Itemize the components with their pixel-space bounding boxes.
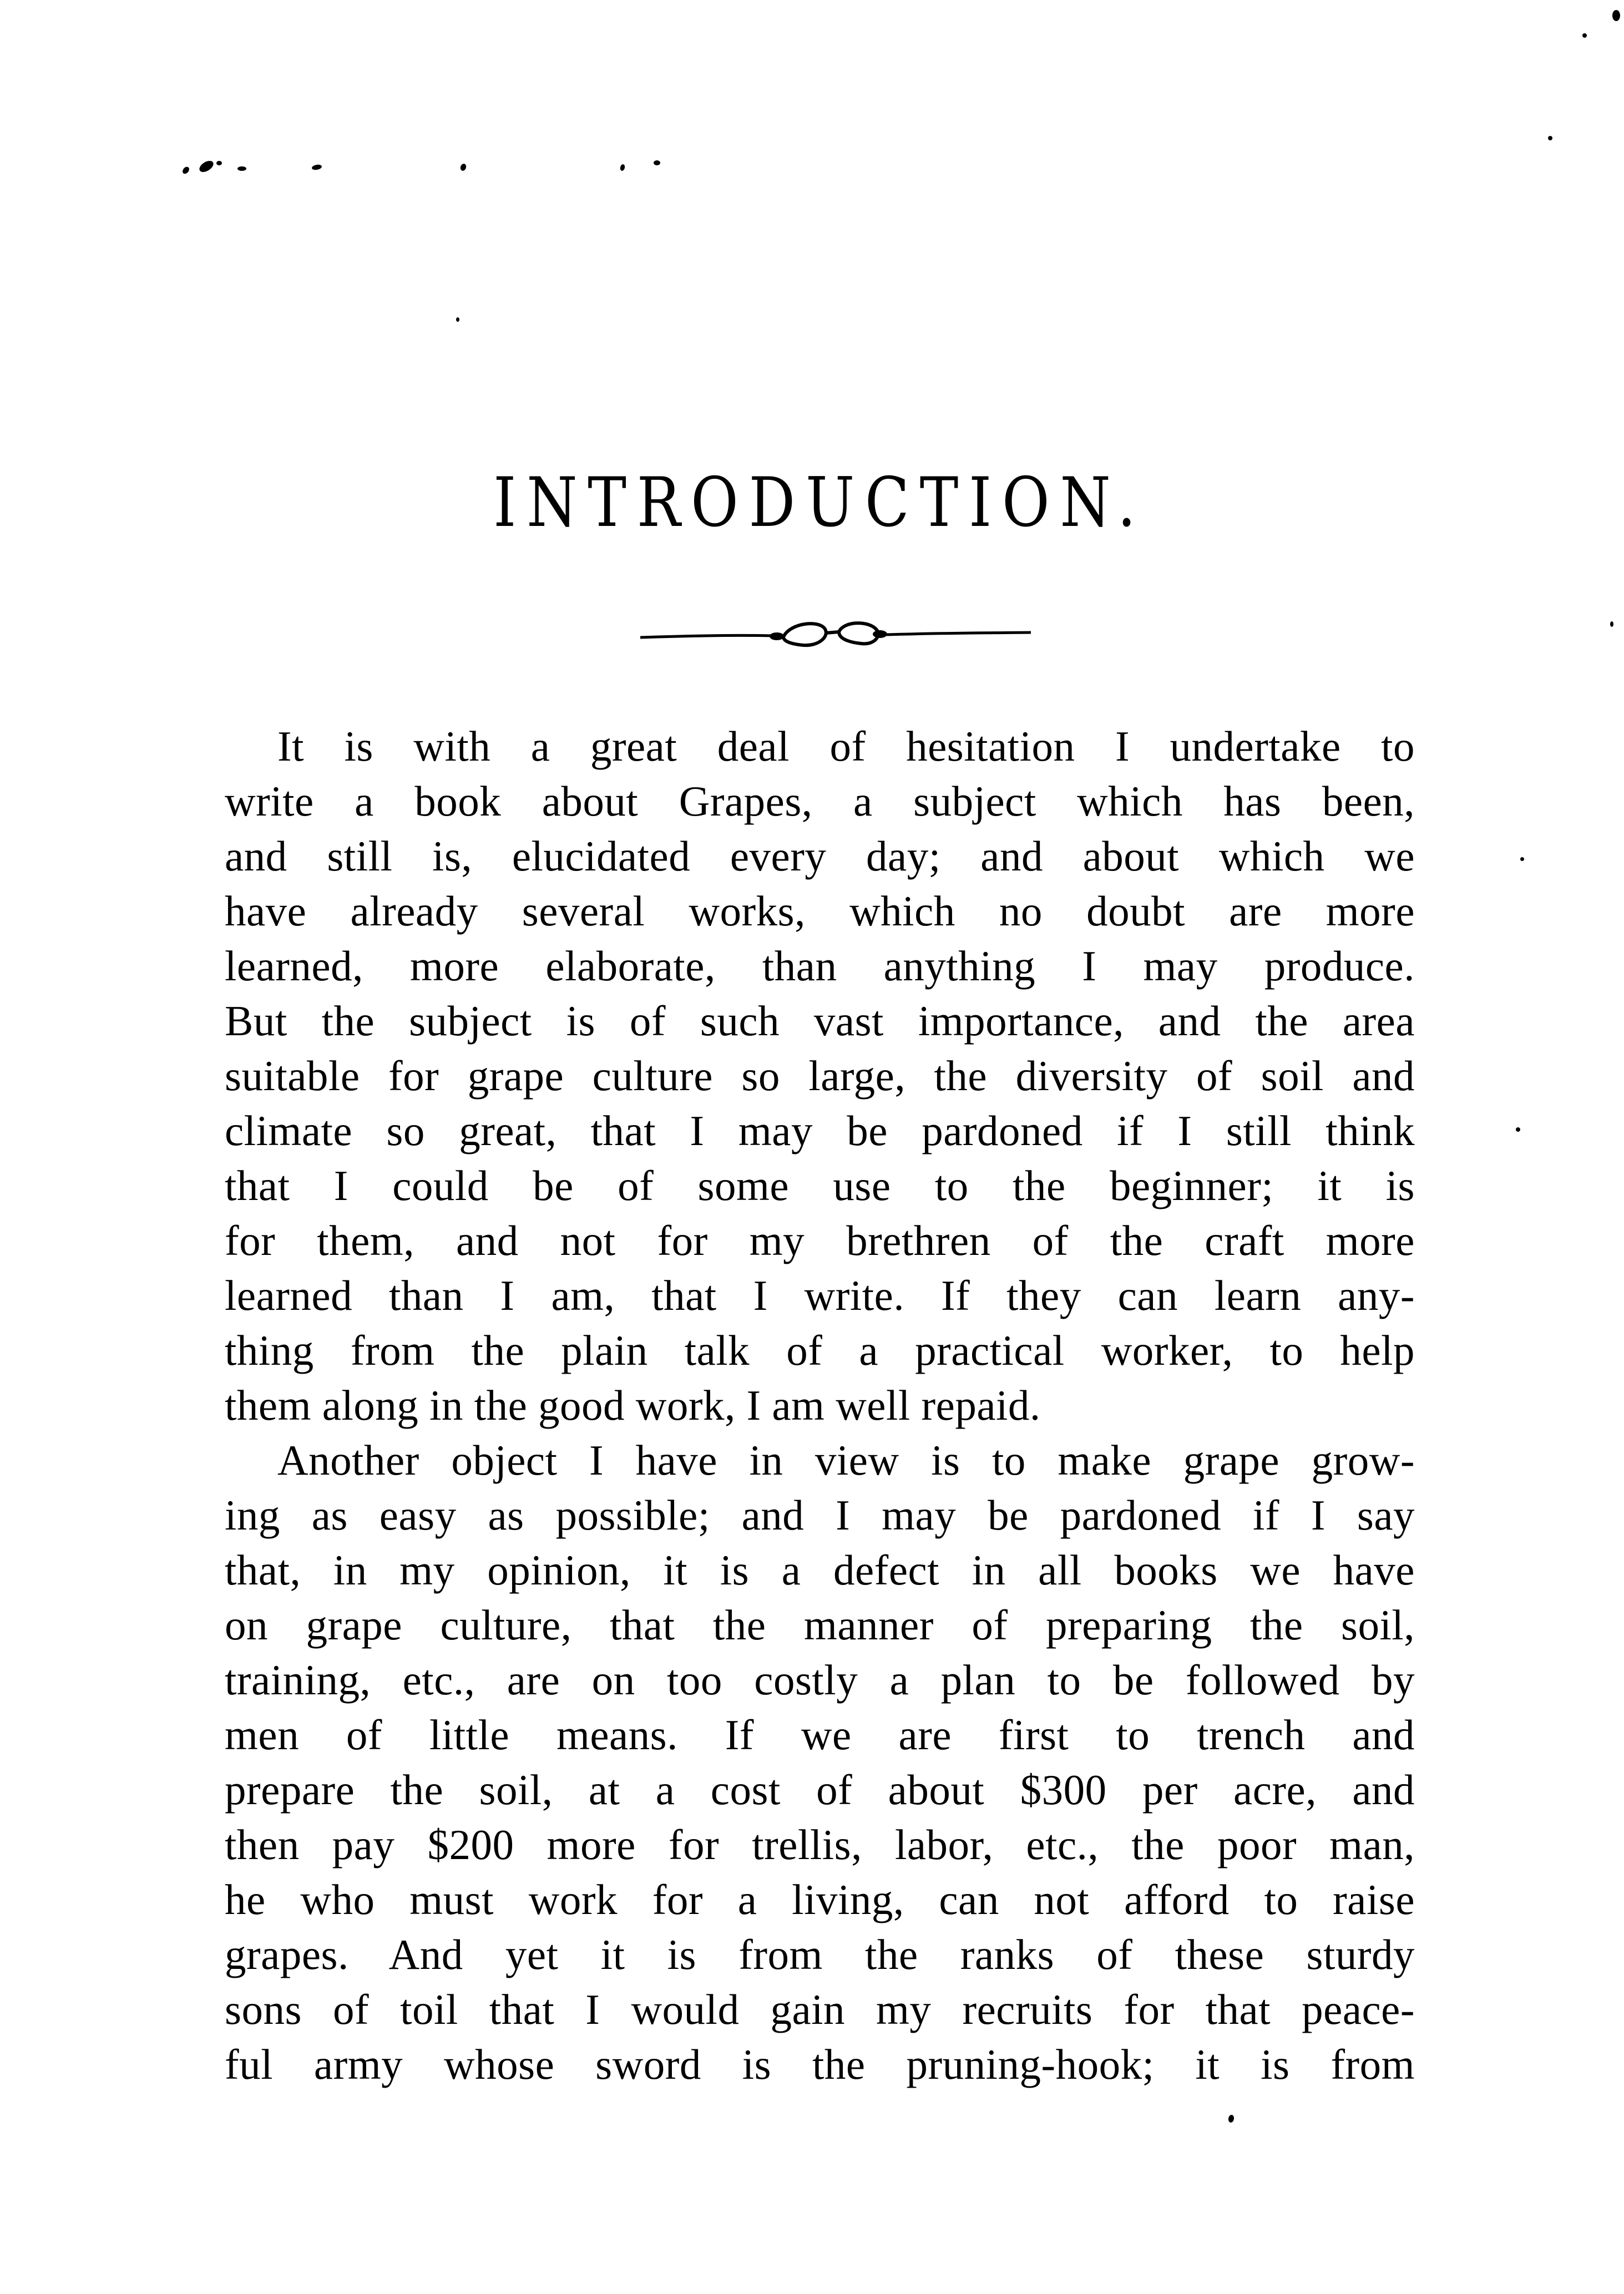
text-line: that I could be of some use to the beginner; it is xyxy=(225,1162,1415,1209)
scan-speck xyxy=(1548,136,1552,140)
scan-speck xyxy=(198,159,215,174)
text-line: write a book about Grapes, a subject which has been, xyxy=(225,777,1415,825)
scan-speck xyxy=(311,164,322,171)
text-line: grapes. And yet it is from the ranks of these sturdy xyxy=(225,1931,1415,1978)
text-line: that, in my opinion, it is a defect in all books we have xyxy=(225,1546,1415,1594)
text-line: on grape culture, that the manner of preparing the soil, xyxy=(225,1601,1415,1649)
text-line: for them, and not for my brethren of the craft more xyxy=(225,1217,1415,1264)
text-line: suitable for grape culture so large, the diversity of soil and xyxy=(225,1052,1415,1100)
divider-ornament xyxy=(638,615,1033,655)
scan-speck xyxy=(1516,1127,1520,1132)
text-line: learned, more elaborate, than anything I may produce. xyxy=(225,942,1415,990)
scan-speck xyxy=(216,161,222,165)
scan-speck xyxy=(181,165,191,175)
scan-speck xyxy=(654,160,660,165)
text-line: But the subject is of such vast importance, and the area xyxy=(225,997,1415,1045)
text-line: have already several works, which no doubt are more xyxy=(225,887,1415,935)
text-line: them along in the good work, I am well repaid. xyxy=(225,1381,1041,1429)
scan-speck xyxy=(620,164,626,171)
text-line: learned than I am, that I write. If they can learn any- xyxy=(225,1272,1415,1319)
scan-speck xyxy=(1228,2114,1235,2123)
text-line: prepare the soil, at a cost of about $300 per acre, and xyxy=(225,1766,1415,1814)
scan-speck xyxy=(1610,621,1613,627)
scan-speck xyxy=(1520,857,1524,861)
body-text xyxy=(225,719,1415,2092)
text-line: then pay $200 more for trellis, labor, etc., the poor man, xyxy=(225,1821,1415,1868)
scan-speck xyxy=(1612,10,1620,21)
text-line: It is with a great deal of hesitation I undertake to xyxy=(277,722,1415,770)
divider-rule-icon xyxy=(638,615,1033,655)
text-line: men of little means. If we are first to trench and xyxy=(225,1711,1415,1759)
text-line: thing from the plain talk of a practical worker, to help xyxy=(225,1326,1415,1374)
page-title: INTRODUCTION. xyxy=(493,463,1146,543)
scan-speck xyxy=(1582,33,1587,38)
text-line: he who must work for a living, can not afford to raise xyxy=(225,1876,1415,1923)
scan-speck xyxy=(456,317,459,322)
text-line: and still is, elucidated every day; and about which we xyxy=(225,832,1415,880)
scan-speck xyxy=(459,163,467,172)
text-line: ful army whose sword is the pruning-hook; it is from xyxy=(225,2040,1415,2088)
text-line: training, etc., are on too costly a plan to be followed by xyxy=(225,1656,1415,1704)
text-line: ing as easy as possible; and I may be pardoned if I say xyxy=(225,1491,1415,1539)
text-line: sons of toil that I would gain my recruits for that peace- xyxy=(225,1986,1415,2033)
scan-speck xyxy=(237,166,246,171)
text-line: climate so great, that I may be pardoned if I still think xyxy=(225,1107,1415,1154)
text-line: Another object I have in view is to make grape grow- xyxy=(277,1436,1415,1484)
